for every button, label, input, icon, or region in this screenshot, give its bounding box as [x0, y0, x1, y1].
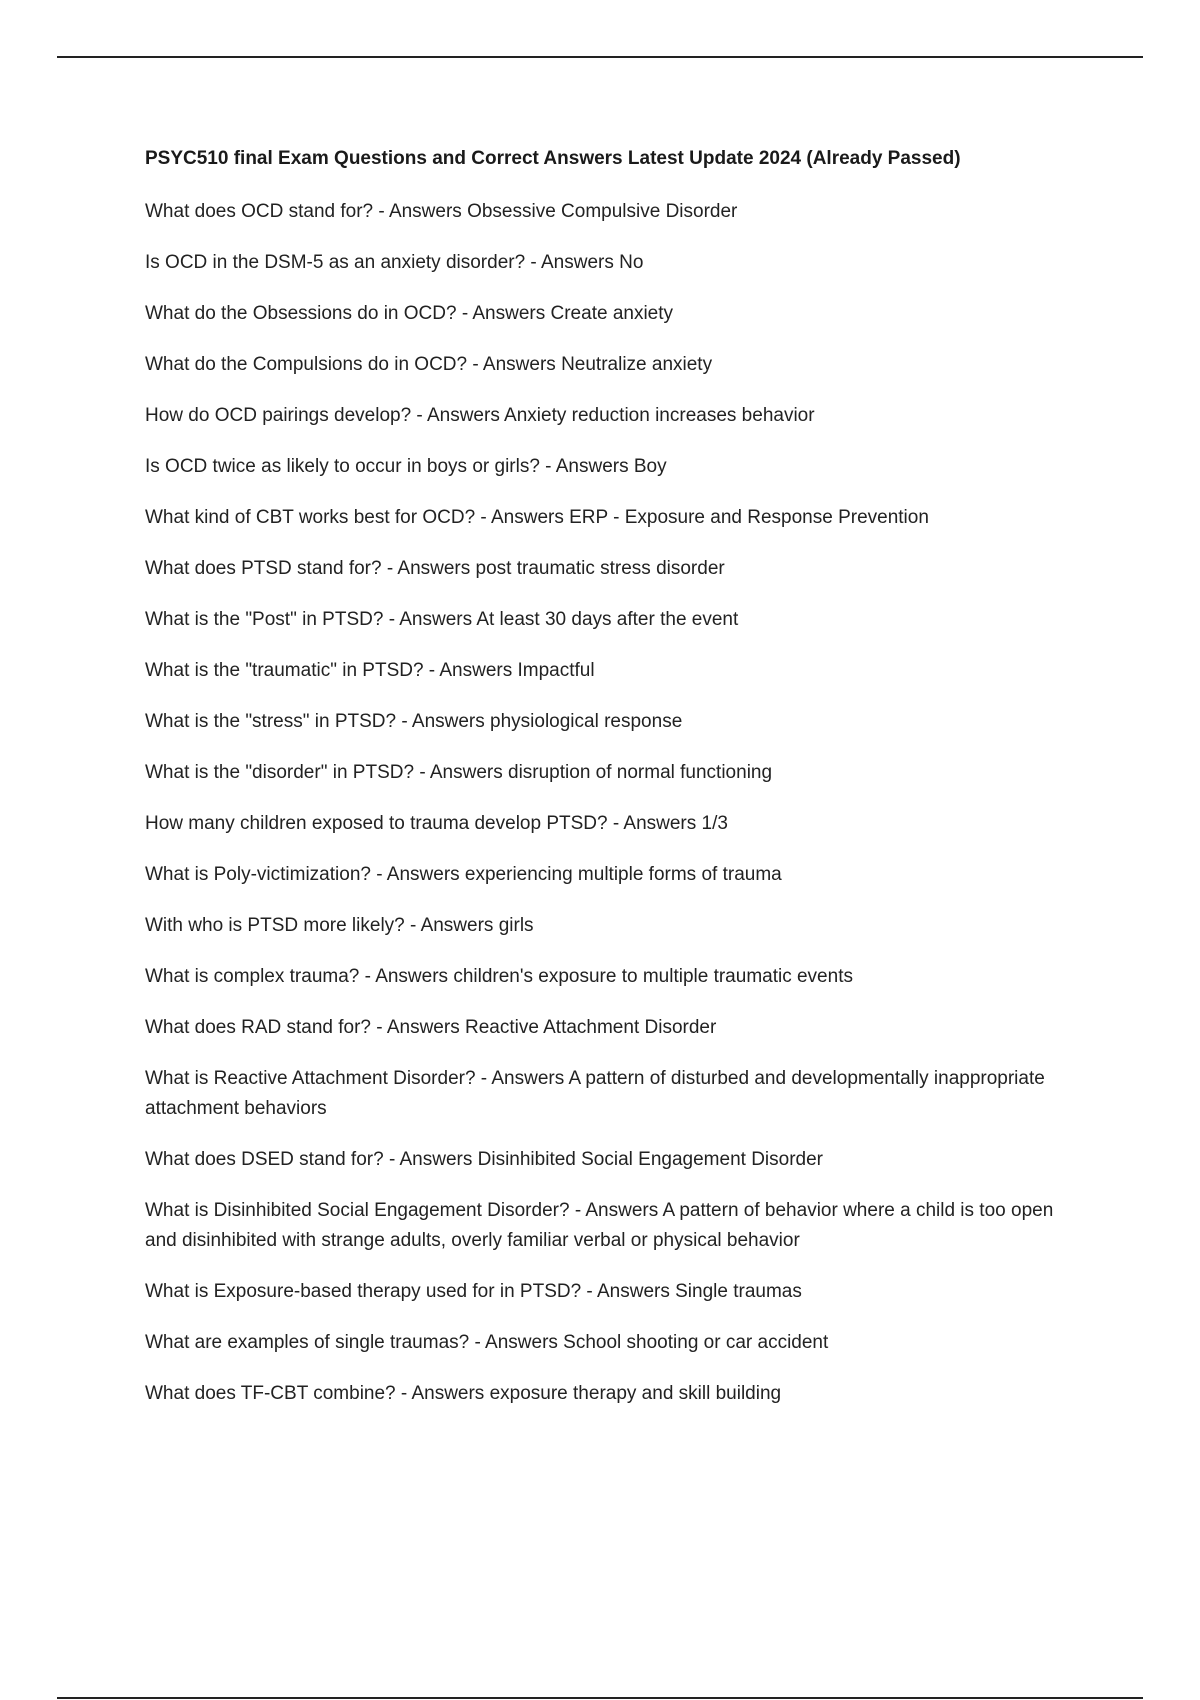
- qa-item: What is Exposure-based therapy used for in PTSD? - Answers Single traumas: [145, 1281, 802, 1302]
- qa-item: What is the "traumatic" in PTSD? - Answers Impactful: [145, 660, 595, 681]
- qa-item: What does TF-CBT combine? - Answers exposure therapy and skill building: [145, 1383, 782, 1404]
- qa-item: What is Disinhibited Social Engagement Disorder? - Answers A pattern of behavior where a child is too open and disinhibited with strange adults, overly familiar verbal or physical behavior: [145, 1200, 1054, 1251]
- qa-item: What do the Obsessions do in OCD? - Answers Create anxiety: [145, 303, 674, 324]
- header-rule: [57, 56, 1143, 58]
- qa-item: What is the "Post" in PTSD? - Answers At least 30 days after the event: [145, 609, 739, 630]
- qa-item: What do the Compulsions do in OCD? - Answers Neutralize anxiety: [145, 354, 713, 375]
- footer-rule: [57, 1697, 1143, 1699]
- qa-item: What is Poly-victimization? - Answers experiencing multiple forms of trauma: [145, 864, 782, 885]
- qa-item: What does OCD stand for? - Answers Obsessive Compulsive Disorder: [145, 201, 738, 222]
- qa-item: With who is PTSD more likely? - Answers girls: [145, 915, 534, 936]
- qa-item: What is the "stress" in PTSD? - Answers physiological response: [145, 711, 683, 732]
- qa-item: What is Reactive Attachment Disorder? - Answers A pattern of disturbed and developmentally inappropriate attachment behaviors: [145, 1068, 1045, 1119]
- qa-item: What does DSED stand for? - Answers Disinhibited Social Engagement Disorder: [145, 1149, 823, 1170]
- qa-item: Is OCD in the DSM-5 as an anxiety disorder? - Answers No: [145, 252, 644, 273]
- qa-item: What is complex trauma? - Answers children's exposure to multiple traumatic events: [145, 966, 853, 987]
- document-body: [145, 145, 1085, 1430]
- qa-item: How do OCD pairings develop? - Answers Anxiety reduction increases behavior: [145, 405, 815, 426]
- qa-item: What is the "disorder" in PTSD? - Answers disruption of normal functioning: [145, 762, 773, 783]
- qa-list: [145, 197, 1085, 1409]
- document-title: PSYC510 final Exam Questions and Correct Answers Latest Update 2024 (Already Passed): [145, 148, 961, 169]
- qa-item: What are examples of single traumas? - Answers School shooting or car accident: [145, 1332, 829, 1353]
- qa-item: What does PTSD stand for? - Answers post traumatic stress disorder: [145, 558, 725, 579]
- qa-item: How many children exposed to trauma develop PTSD? - Answers 1/3: [145, 813, 728, 834]
- qa-item: What does RAD stand for? - Answers Reactive Attachment Disorder: [145, 1017, 717, 1038]
- qa-item: What kind of CBT works best for OCD? - Answers ERP - Exposure and Response Prevention: [145, 507, 929, 528]
- qa-item: Is OCD twice as likely to occur in boys or girls? - Answers Boy: [145, 456, 667, 477]
